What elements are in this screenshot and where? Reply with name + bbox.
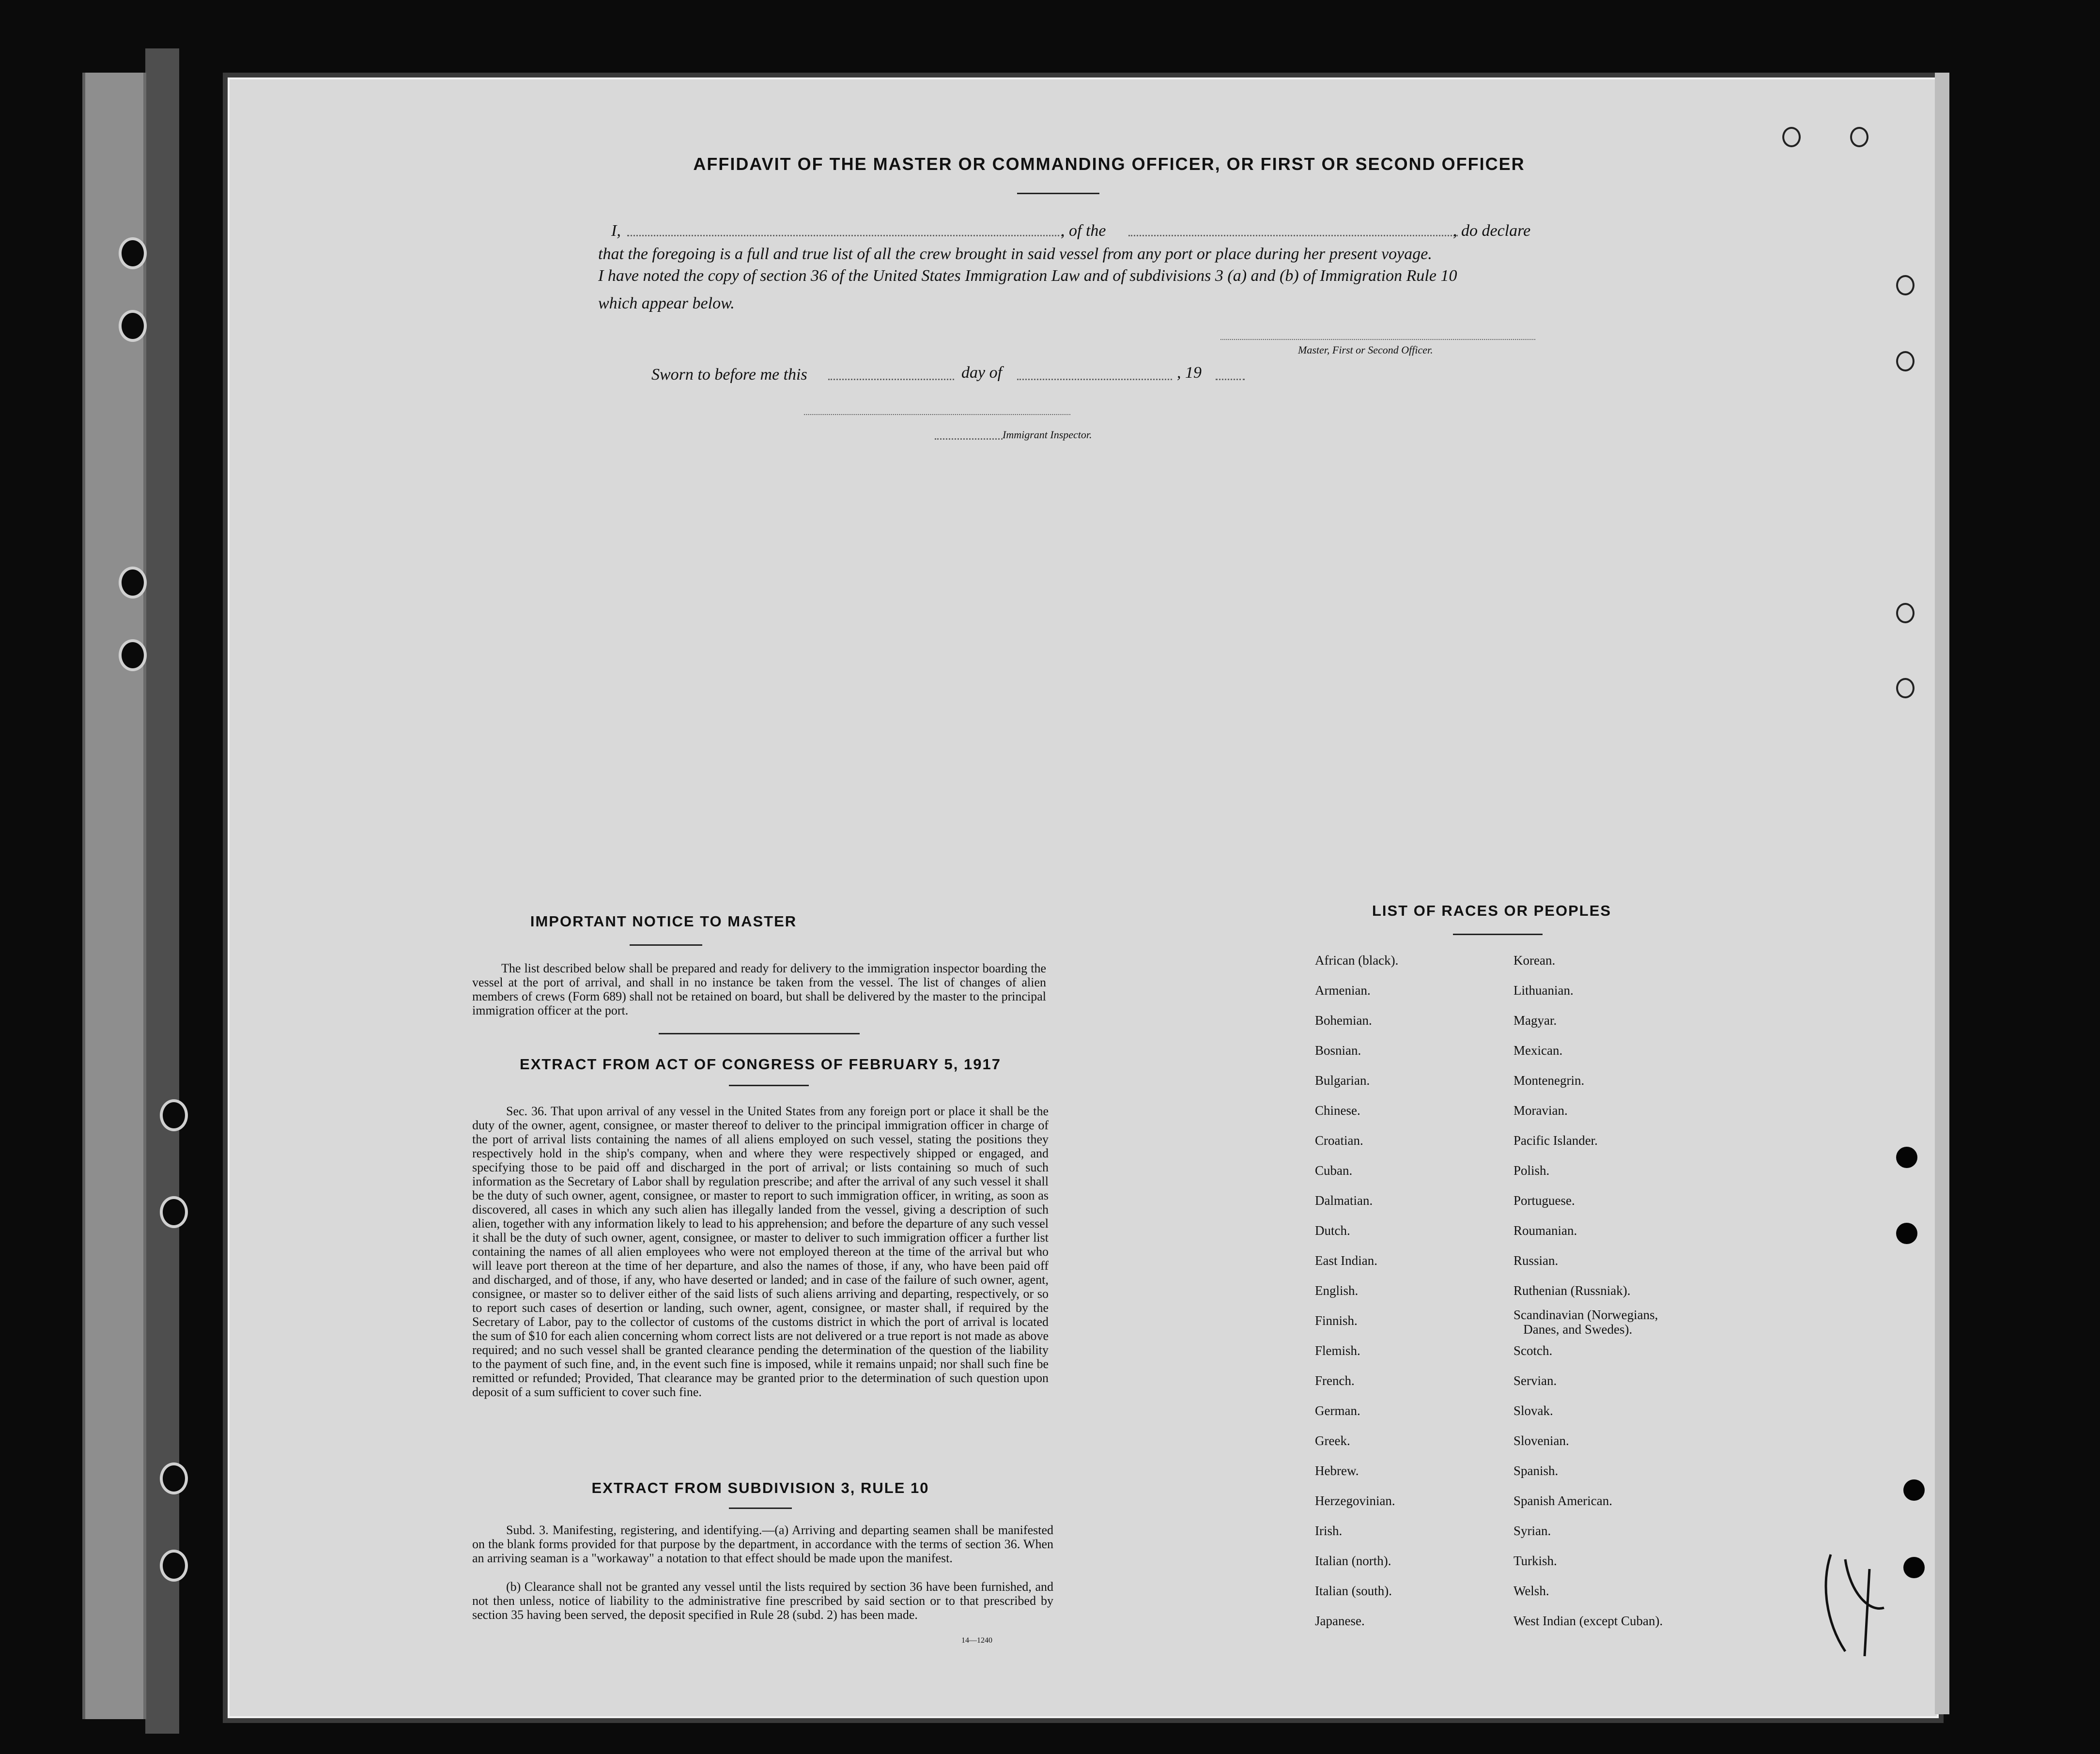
affidavit-declare: , do declare	[1453, 222, 1531, 240]
month-blank	[1017, 379, 1172, 380]
divider	[729, 1085, 809, 1086]
race-item: Armenian.	[1315, 983, 1371, 998]
race-item: Bohemian.	[1315, 1013, 1372, 1028]
race-item: Scandinavian (Norwegians, Danes, and Swedes).	[1513, 1308, 1658, 1337]
divider	[729, 1508, 792, 1509]
punch-hole	[1782, 127, 1801, 147]
race-item: Spanish American.	[1513, 1493, 1612, 1508]
binder-hole	[119, 237, 147, 269]
race-item: Mexican.	[1513, 1043, 1563, 1058]
race-item: Japanese.	[1315, 1614, 1365, 1628]
affidavit-of-the: , of the	[1061, 222, 1106, 240]
notice-text: The list described below shall be prepared and ready for delivery to the immigration inspector boarding the vessel at the port of arrival, and shall in no instance be taken from the vessel. The list of changes of alien members of crews (Form 689) shall not be retained on board, but shall be delivered by the master to the principal immigration officer at the port.	[472, 961, 1046, 1017]
race-item: Herzegovinian.	[1315, 1493, 1395, 1508]
punch-hole	[1896, 603, 1915, 623]
binder-hole	[160, 1196, 188, 1228]
race-item: French.	[1315, 1373, 1355, 1388]
divider	[1017, 193, 1099, 194]
punch-hole-dark	[1903, 1479, 1925, 1501]
rule-text-a: Subd. 3. Manifesting, registering, and identifying.—(a) Arriving and departing seamen shall be manifested on the blank forms provided for that purpose by the department, in accordance with the terms of section 36. When an arriving seaman is a "workaway" a notation to that effect should be made upon the manifest.	[472, 1523, 1053, 1565]
signature-line	[1220, 339, 1535, 340]
race-item: Greek.	[1315, 1433, 1350, 1448]
race-item: Russian.	[1513, 1253, 1559, 1268]
race-item: Montenegrin.	[1513, 1073, 1585, 1088]
binder-hole	[160, 1550, 188, 1582]
divider	[630, 944, 702, 946]
act-text: Sec. 36. That upon arrival of any vessel in the United States from any foreign port or place it shall be the duty of the owner, agent, consignee, or master thereof to deliver to the principal immigration officer in charge of the port of arrival lists containing the names of all aliens employed on such vessel, stating the positions they respectively hold in the ship's company, when and where they were respectively shipped or engaged, and specifying those to be paid off and discharged in the port of arrival; or lists containing so much of such information as the Secretary of Labor shall by regulation prescribe; and after the arrival of any such vessel it shall be the duty of such owner, agent, consignee, or master to report to such immigration officer, in writing, as soon as discovered, all cases in which any such alien has illegally landed from the vessel, giving a description of such alien, together with any information likely to lead to his apprehension; and before the departure of any such vessel it shall be the duty of such owner, agent, consignee, or master to deliver to such immigration officer a further list containing the names of all alien employees who were not employed thereon at the time of the arrival but who will leave port thereon at the time of her departure, and also the names of those, if any, who have been paid off and discharged, and of those, if any, who have deserted or landed; and in case of the failure of such owner, agent, consignee, or master so to deliver either of the said lists of such aliens arriving and departing, respectively, or so to report such cases of desertion or landing, such owner, agent, consignee, or master shall, if required by the Secretary of Labor, pay to the collector of customs of the customs district in which the port of arrival is located the sum of $10 for each alien concerning whom correct lists are not delivered or a true report is not made as above required; and no such vessel shall be granted clearance pending the determination of the question of the liability to the payment of such fine, and, in the event such fine is imposed, while it remains unpaid; nor shall such fine be remitted or refunded; Provided, That clearance may be granted prior to the determination of such question upon deposit of a sum sufficient to cover such fine.	[472, 1104, 1049, 1399]
sworn-text: Sworn to before me this	[651, 366, 807, 384]
inspector-label: Immigrant Inspector.	[1003, 429, 1092, 441]
race-item: Moravian.	[1513, 1103, 1568, 1118]
binder-hole	[160, 1099, 188, 1131]
rule-title: EXTRACT FROM SUBDIVISION 3, RULE 10	[591, 1479, 929, 1496]
vessel-blank	[1128, 235, 1458, 236]
affidavit-i: I,	[611, 222, 621, 240]
race-item: Flemish.	[1315, 1343, 1360, 1358]
race-item: Roumanian.	[1513, 1223, 1577, 1238]
race-item: Servian.	[1513, 1373, 1557, 1388]
race-item: Chinese.	[1315, 1103, 1360, 1118]
punch-hole-dark	[1896, 1147, 1917, 1168]
race-item: Italian (north).	[1315, 1554, 1391, 1568]
divider	[659, 1033, 860, 1034]
affidavit-line4: which appear below.	[598, 294, 735, 312]
race-item: Bosnian.	[1315, 1043, 1361, 1058]
race-item: German.	[1315, 1403, 1360, 1418]
race-item: Spanish.	[1513, 1463, 1559, 1478]
race-item: Dutch.	[1315, 1223, 1350, 1238]
race-item: Ruthenian (Russniak).	[1513, 1283, 1631, 1298]
handwritten-page-number	[1811, 1540, 1908, 1666]
races-title: LIST OF RACES OR PEOPLES	[1372, 902, 1612, 919]
race-item: Magyar.	[1513, 1013, 1557, 1028]
form-number: 14—1240	[961, 1636, 992, 1645]
notice-title: IMPORTANT NOTICE TO MASTER	[530, 913, 797, 930]
race-item: West Indian (except Cuban).	[1513, 1614, 1663, 1628]
inspector-line	[804, 414, 1070, 415]
day-blank	[828, 379, 954, 380]
race-item: Scotch.	[1513, 1343, 1553, 1358]
affidavit-line3: I have noted the copy of section 36 of the United States Immigration Law and of subdivisions 3 (a) and (b) of Immigration Rule 10	[598, 267, 1457, 285]
race-item: Lithuanian.	[1513, 983, 1574, 998]
race-item: Italian (south).	[1315, 1584, 1392, 1598]
year-blank	[1216, 379, 1245, 380]
race-item: Polish.	[1513, 1163, 1550, 1178]
race-item: Pacific Islander.	[1513, 1133, 1598, 1148]
race-item: Slovak.	[1513, 1403, 1553, 1418]
race-item: Korean.	[1513, 953, 1556, 968]
binder-hole	[119, 567, 147, 599]
punch-hole	[1896, 275, 1915, 295]
race-item: Slovenian.	[1513, 1433, 1569, 1448]
punch-hole	[1896, 351, 1915, 371]
race-item: Irish.	[1315, 1523, 1343, 1538]
race-item: Portuguese.	[1513, 1193, 1575, 1208]
binder-hole	[119, 310, 147, 342]
act-title: EXTRACT FROM ACT OF CONGRESS OF FEBRUARY 5, 1917	[520, 1056, 1001, 1073]
name-blank	[627, 235, 1063, 236]
race-item: Hebrew.	[1315, 1463, 1359, 1478]
binder-hole	[119, 639, 147, 671]
binder-hole	[160, 1462, 188, 1494]
affidavit-line2: that the foregoing is a full and true list of all the crew brought in said vessel from any port or place during her present voyage.	[598, 245, 1432, 263]
race-item: African (black).	[1315, 953, 1399, 968]
race-item: East Indian.	[1315, 1253, 1377, 1268]
race-item: Bulgarian.	[1315, 1073, 1370, 1088]
race-item: English.	[1315, 1283, 1359, 1298]
race-item: Turkish.	[1513, 1554, 1557, 1568]
page-edge	[1935, 73, 1949, 1714]
year-text: , 19	[1177, 364, 1202, 382]
affidavit-title: AFFIDAVIT OF THE MASTER OR COMMANDING OFFICER, OR FIRST OR SECOND OFFICER	[693, 154, 1525, 174]
race-item: Welsh.	[1513, 1584, 1549, 1598]
punch-hole	[1850, 127, 1868, 147]
race-item: Syrian.	[1513, 1523, 1551, 1538]
inspector-blank	[935, 438, 1003, 440]
rule-text-b: (b) Clearance shall not be granted any vessel until the lists required by section 36 have been furnished, and not then unless, notice of liability to the administrative fine prescribed by said section or to that prescribed by section 35 having been served, the deposit specified in Rule 28 (subd. 2) has been made.	[472, 1580, 1053, 1622]
punch-hole	[1896, 678, 1915, 698]
divider	[1453, 934, 1543, 935]
document-page	[228, 77, 1939, 1718]
race-item: Croatian.	[1315, 1133, 1363, 1148]
master-label: Master, First or Second Officer.	[1298, 344, 1433, 356]
race-item: Cuban.	[1315, 1163, 1353, 1178]
race-item: Finnish.	[1315, 1313, 1358, 1328]
day-of-text: day of	[961, 364, 1003, 382]
race-item: Dalmatian.	[1315, 1193, 1373, 1208]
punch-hole-dark	[1896, 1223, 1917, 1244]
